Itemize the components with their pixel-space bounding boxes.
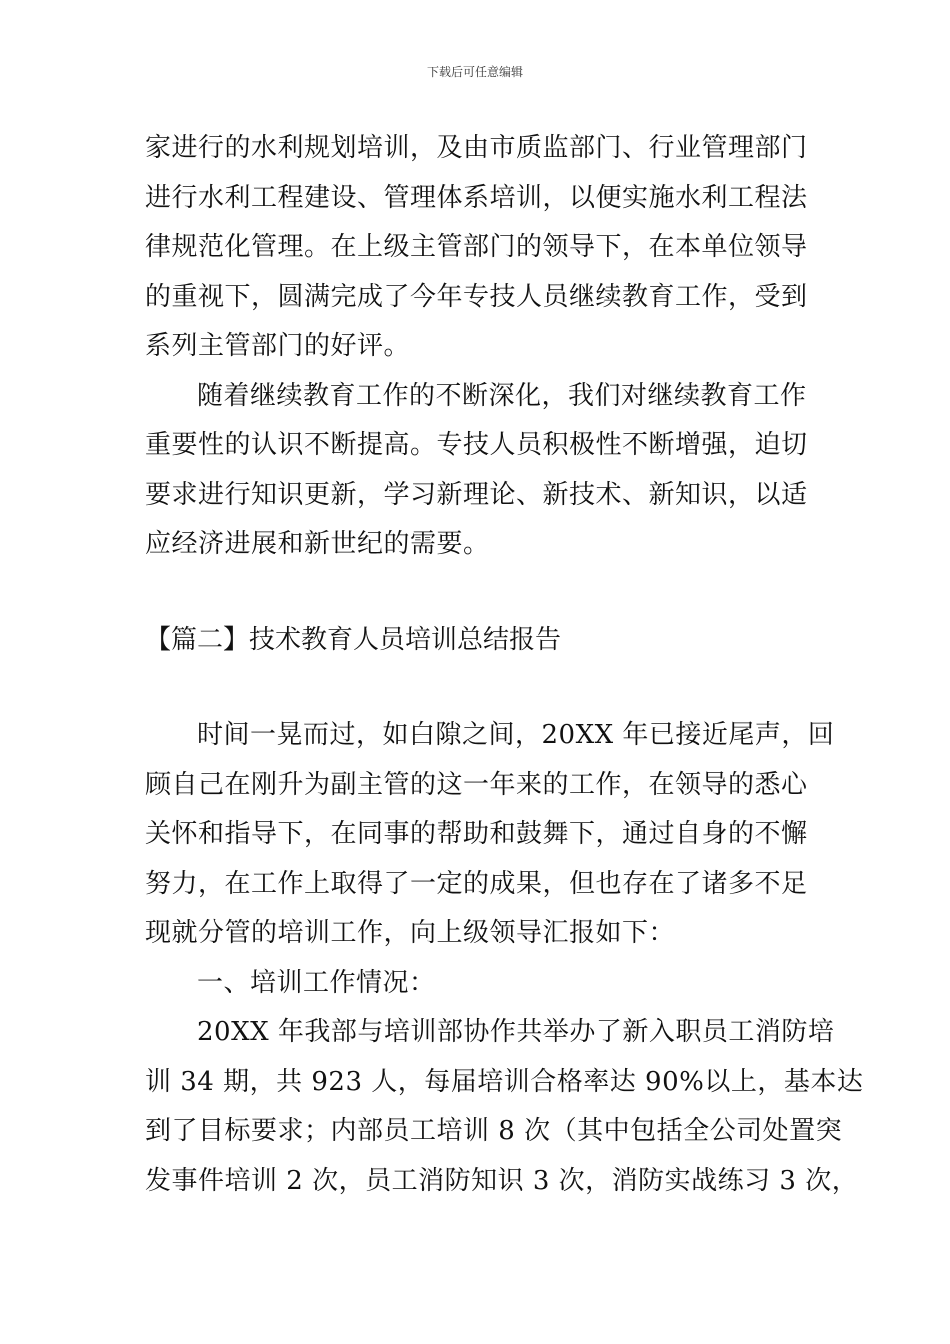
text-line: 要求进行知识更新，学习新理论、新技术、新知识，以适 — [145, 479, 808, 510]
text-line: 律规范化管理。在上级主管部门的领导下，在本单位领导 — [145, 232, 808, 262]
text-line: 发事件培训 2 次，员工消防知识 3 次，消防实战练习 3 次， — [145, 1165, 859, 1196]
page-header: 下载后可任意编辑 — [426, 65, 523, 79]
subheading: 一、培训工作情况： — [197, 967, 436, 998]
text-line: 20XX 年我部与培训部协作共举办了新入职员工消防培 — [197, 1017, 835, 1047]
spacer — [145, 570, 810, 616]
text-line: 家进行的水利规划培训，及由市质监部门、行业管理部门 — [145, 133, 808, 163]
spacer — [145, 665, 810, 711]
text-line: 应经济进展和新世纪的需要。 — [145, 529, 490, 559]
text-line: 的重视下，圆满完成了今年专技人员继续教育工作，受到 — [145, 281, 808, 312]
intro-paragraph — [145, 711, 835, 959]
text-line: 关怀和指导下，在同事的帮助和鼓舞下，通过自身的不懈 — [145, 819, 808, 849]
text-line: 进行水利工程建设、管理体系培训，以便实施水利工程法 — [145, 182, 808, 213]
text-line: 现就分管的培训工作，向上级领导汇报如下： — [145, 918, 676, 948]
document-body — [145, 124, 864, 1206]
text-line: 随着继续教育工作的不断深化，我们对继续教育工作 — [197, 380, 807, 411]
text-line: 顾自己在刚升为副主管的这一年来的工作，在领导的悉心 — [145, 769, 808, 800]
text-line: 系列主管部门的好评。 — [145, 331, 411, 361]
text-line: 时间一晃而过，如白隙之间，20XX 年已接近尾声，回 — [197, 720, 835, 750]
text-line: 到了目标要求；内部员工培训 8 次（其中包括全公司处置突 — [145, 1116, 843, 1146]
paragraph-2 — [145, 372, 810, 570]
text-line: 重要性的认识不断提高。专技人员积极性不断增强，迫切 — [145, 430, 808, 460]
text-line: 训 34 期，共 923 人，每届培训合格率达 90%以上，基本达 — [145, 1066, 864, 1097]
detail-paragraph — [145, 1008, 864, 1206]
text-line: 努力，在工作上取得了一定的成果，但也存在了诸多不足 — [145, 868, 808, 899]
paragraph-1 — [145, 124, 810, 372]
section-title: 【篇二】技术教育人员培训总结报告 — [145, 624, 562, 655]
